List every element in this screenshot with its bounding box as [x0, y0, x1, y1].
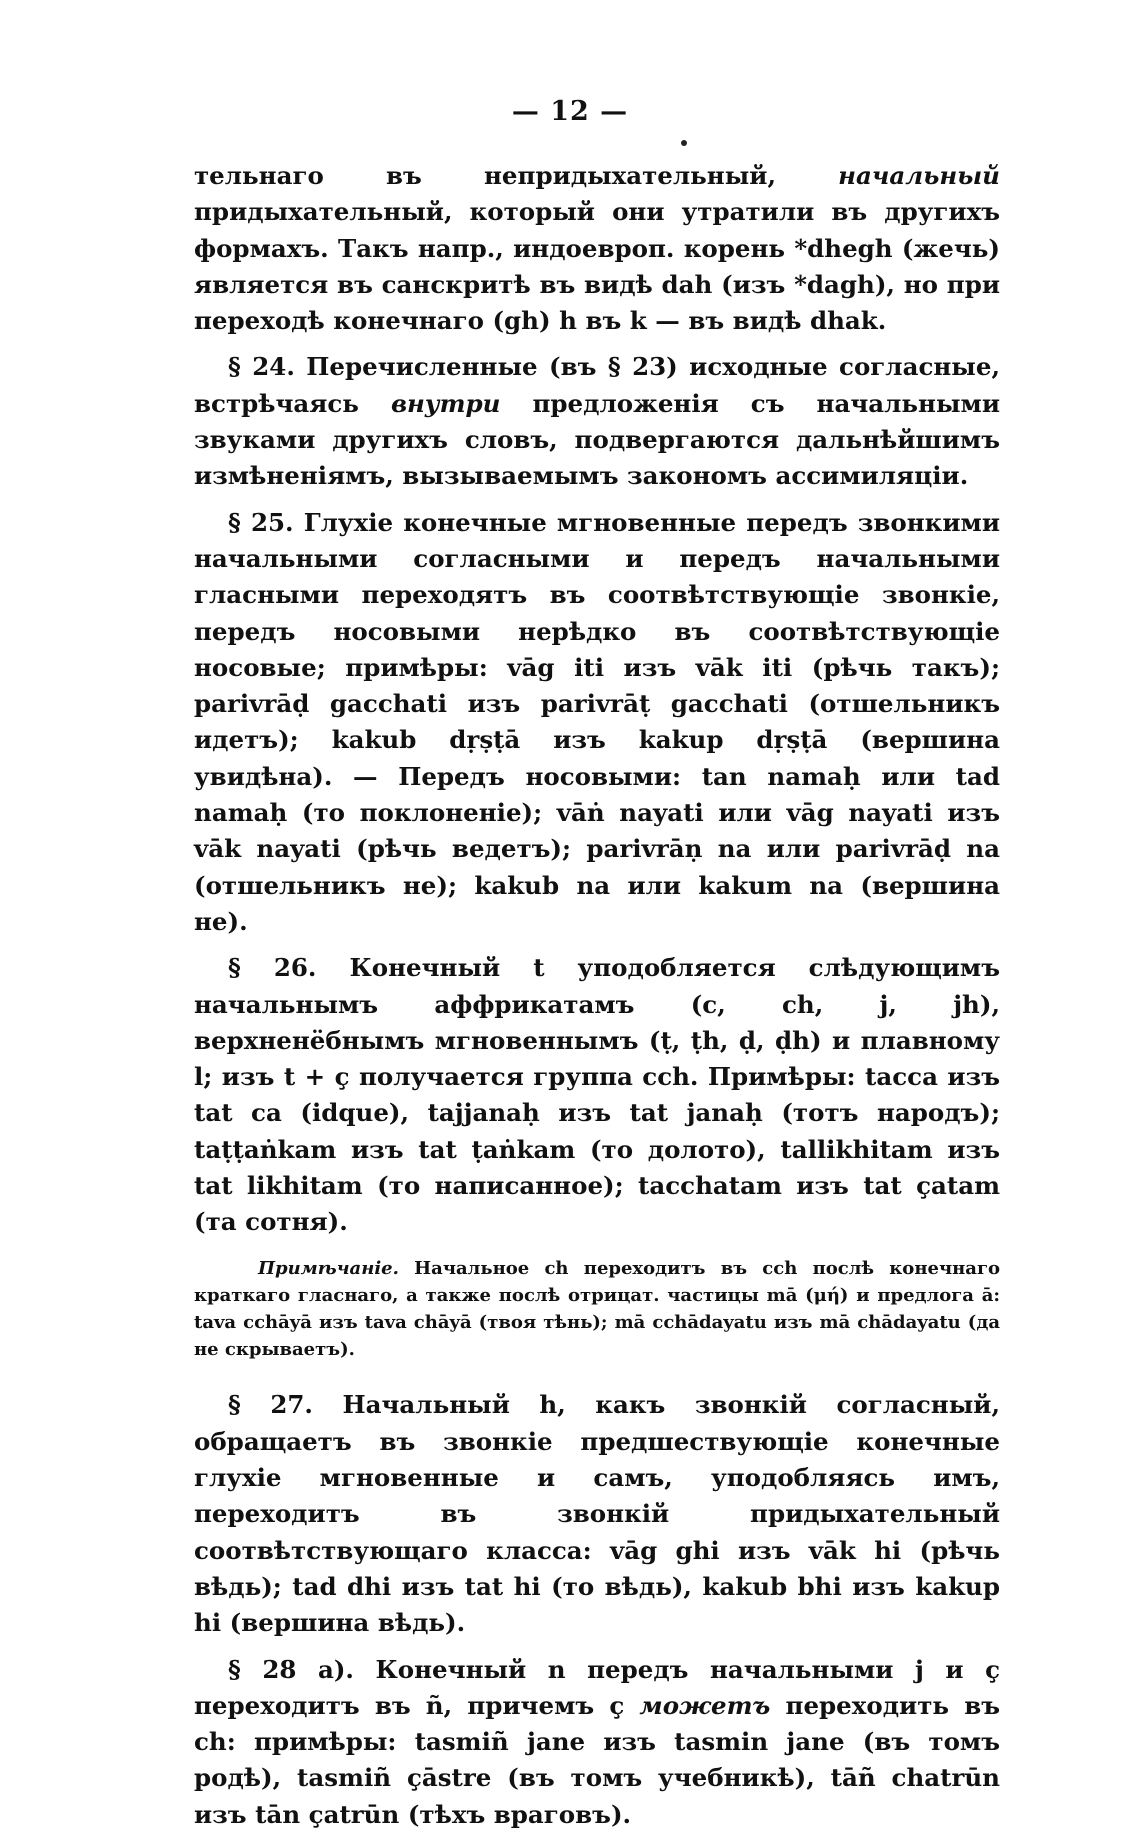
text-run: § 26. Конечный t уподобляется слѣдующимъ начальнымъ аффрикатамъ (c, ch, j, jh), верхненёбнымъ мгновеннымъ (ṭ, ṭh, ḍ, ḍh) и плавному l; изъ t + ç получается группа cch. Примѣры: tacca изъ tat ca (idque), tajjanaḥ изъ tat janaḥ (тотъ народъ); taṭṭaṅkam изъ tat ṭaṅkam (то долото), tallikhitam изъ tat likhitam (то написанное); tacchatam изъ tat çatam (та сотня). — [194, 953, 1000, 1237]
text-run: придыхательный, который они утратили въ другихъ формахъ. Такъ напр., индоевроп. корень *dhegh (жечь) является въ санскритѣ въ видѣ dah (изъ *dagh), но при переходѣ конечнаго (gh) h въ k — въ видѣ dhak. — [194, 197, 1000, 336]
text-run: § 27. Начальный h, какъ звонкій согласный, обращаетъ въ звонкіе предшествующіе конечные глухіе мгновенные и самъ, уподобляясь имъ, переходитъ въ звонкій придыхательный соотвѣтствующаго класса: vāg ghi изъ vāk hi (рѣчь вѣдь); tad dhi изъ tat hi (то вѣдь), kakub bhi изъ kakup hi (вершина вѣдь). — [194, 1390, 1000, 1638]
text-run: переходить въ ch: примѣры: tasmiñ jane изъ tasmin jane (въ томъ родѣ), tasmiñ çāstre (въ томъ учебникѣ), tāñ chatrūn изъ tān çatrūn (тѣхъ враговъ). — [194, 1690, 1001, 1829]
text-run: Начальное ch переходитъ въ cch послѣ конечнаго краткаго гласнаго, а также послѣ отрицат. частицы mā (μή) и предлога ā: tava cchāyā изъ tava chāyā (твоя тѣнь); mā cchādayatu изъ mā chādayatu (да не скрываетъ). — [194, 1257, 1000, 1361]
text-run: § 28 а). Конечный n передъ начальными j и ç переходитъ въ ñ, причемъ ç — [194, 1654, 1000, 1720]
paragraph-section-25 — [194, 505, 1000, 941]
text-run: § 24. Перечисленные (въ § 23) исходные согласные, встрѣчаясь — [194, 352, 1000, 418]
italic-text-run: Примѣчаніе. — [258, 1257, 399, 1279]
italic-text-run: внутри — [390, 388, 501, 418]
paragraph-section-26 — [194, 950, 1000, 1240]
text-run: тельнаго въ непридыхательный, — [194, 161, 839, 190]
footnote-remark — [194, 1255, 1000, 1364]
italic-text-run: начальный — [838, 161, 1000, 190]
text-run: § 25. Глухіе конечные мгновенные передъ звонкими начальными согласными и передъ начальными гласными переходятъ въ соотвѣтствующіе звонкіе, передъ носовыми нерѣдко въ соотвѣтствующіе носовые; примѣры: vāg iti изъ vāk iti (рѣчь такъ); parivrāḍ gacchati изъ parivrāṭ gacchati (отшельникъ идетъ); kakub dṛṣṭā изъ kakup dṛṣṭā (вершина увидѣна). — Передъ носовыми: tan namaḥ или tad namaḥ (то поклоненіе); vāṅ nayati или vāg nayati изъ vāk nayati (рѣчь ведетъ); parivrāṇ na или parivrāḍ na (отшельникъ не); kakub na или kakum na (вершина не). — [194, 507, 1000, 936]
page-number: — 12 — — [511, 96, 629, 127]
text-run: предложенія съ начальными звуками другихъ словъ, подвергаются дальнѣйшимъ измѣненіямъ, вызываемымъ закономъ ассимиляціи. — [194, 388, 1000, 491]
italic-text-run: можетъ — [639, 1690, 771, 1720]
page-body — [194, 158, 1000, 1833]
paragraph-section-27 — [194, 1387, 1000, 1641]
paragraph-section-28a — [194, 1652, 1000, 1833]
paragraph-section-24 — [194, 349, 1000, 494]
printer-dot — [681, 140, 687, 146]
paragraph-continuation — [194, 158, 1000, 339]
